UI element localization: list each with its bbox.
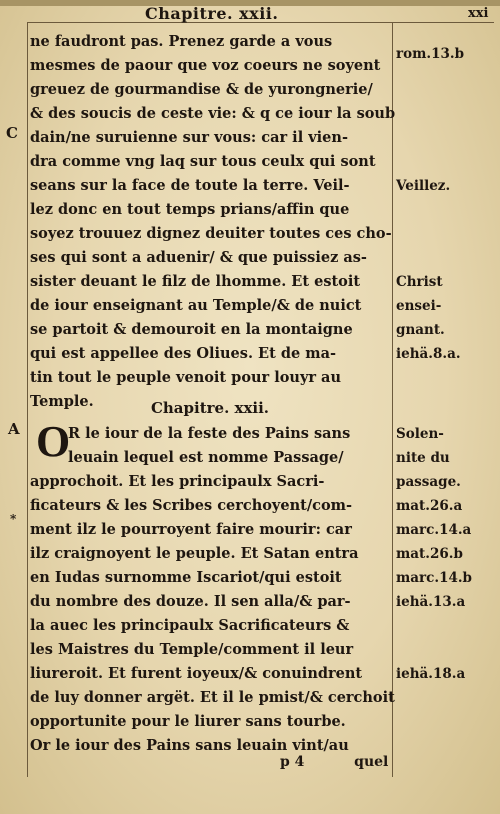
text-line: lez donc en tout temps prians/affin que bbox=[30, 201, 350, 218]
running-head: Chapitre. xxii. bbox=[145, 4, 279, 23]
page-footer bbox=[280, 750, 388, 774]
main-text bbox=[30, 30, 396, 775]
text-line: la auec les principaulx Sacrificateurs & bbox=[30, 617, 350, 634]
text-line: Temple. bbox=[30, 393, 94, 410]
text-line: ilz craignoyent le peuple. Et Satan entra bbox=[30, 545, 359, 562]
margin-note: passage. bbox=[396, 474, 461, 490]
margin-note: marc.14.b bbox=[396, 570, 472, 586]
chapter-heading: Chapitre. xxii. bbox=[150, 399, 270, 417]
text-line: de iour enseignant au Temple/& de nuict bbox=[30, 297, 362, 314]
text-line: les Maistres du Temple/comment il leur bbox=[30, 641, 354, 658]
text-line: du nombre des douze. Il sen alla/& par- bbox=[30, 593, 351, 610]
text-line: ficateurs & les Scribes cerchoyent/com- bbox=[30, 497, 352, 514]
margin-note: mat.26.b bbox=[396, 546, 463, 562]
text-line: dra comme vng laq sur tous ceulx qui sont bbox=[30, 153, 376, 170]
text-line: en Iudas surnomme Iscariot/qui estoit bbox=[30, 569, 342, 586]
text-line: tin tout le peuple venoit pour louyr au bbox=[30, 369, 341, 386]
text-line: mesmes de paour que voz coeurs ne soyent bbox=[30, 57, 381, 74]
margin-note: iehä.13.a bbox=[396, 594, 466, 610]
text-line: & des soucis de ceste vie: & q ce iour la soub bbox=[30, 105, 396, 122]
margin-letter-top: C bbox=[6, 124, 18, 142]
text-line: se partoit & demouroit en la montaigne bbox=[30, 321, 353, 338]
margin-letter-bottom: A bbox=[8, 420, 20, 438]
drop-cap-initial: O bbox=[36, 417, 71, 466]
margin-note: iehä.8.a. bbox=[396, 346, 461, 362]
text-line: qui est appellee des Oliues. Et de ma- bbox=[30, 345, 337, 362]
text-line: leuain lequel est nomme Passage/ bbox=[68, 449, 344, 466]
margin-note: rom.13.b bbox=[396, 46, 465, 62]
text-line: greuez de gourmandise & de yurongnerie/ bbox=[30, 81, 373, 98]
margin-note: mat.26.a bbox=[396, 498, 463, 514]
margin-note: nite du bbox=[396, 450, 450, 466]
margin-stray-mark: * bbox=[10, 512, 17, 526]
margin-note: marc.14.a bbox=[396, 522, 472, 538]
margin-note: Christ bbox=[396, 274, 443, 290]
margin-note: Veillez. bbox=[396, 178, 451, 194]
text-line: Or le iour des Pains sans leuain vint/au bbox=[30, 737, 349, 754]
left-rule bbox=[27, 22, 28, 777]
text-line: de luy donner argët. Et il le pmist/& cerchoit bbox=[30, 689, 395, 706]
text-line: approchoit. Et les principaulx Sacri- bbox=[30, 473, 325, 490]
margin-notes bbox=[396, 30, 496, 775]
text-line: liureroit. Et furent ioyeux/& conuindrent bbox=[30, 665, 363, 682]
text-line: dain/ne suruienne sur vous: car il vien- bbox=[30, 129, 348, 146]
signature-mark: p 4 bbox=[280, 754, 305, 770]
text-line: sister deuant le filz de lhomme. Et estoit bbox=[30, 273, 361, 290]
text-line: ses qui sont a aduenir/ & que puissiez as- bbox=[30, 249, 367, 266]
text-line: R le iour de la feste des Pains sans bbox=[68, 425, 351, 442]
page-header bbox=[0, 2, 500, 26]
text-line: ne faudront pas. Prenez garde a vous bbox=[30, 33, 333, 50]
text-line: ment ilz le pourroyent faire mourir: car bbox=[30, 521, 352, 538]
margin-note: iehä.18.a bbox=[396, 666, 466, 682]
margin-note: ensei- bbox=[396, 298, 442, 314]
folio-number: xxi bbox=[468, 6, 489, 21]
catchword: quel bbox=[354, 754, 389, 770]
margin-note: Solen- bbox=[396, 426, 444, 442]
text-line: soyez trouuez dignez deuiter toutes ces cho- bbox=[30, 225, 392, 242]
text-line: opportunite pour le liurer sans tourbe. bbox=[30, 713, 346, 730]
margin-rule bbox=[392, 22, 393, 777]
margin-note: gnant. bbox=[396, 322, 445, 338]
text-line: seans sur la face de toute la terre. Veil- bbox=[30, 177, 350, 194]
